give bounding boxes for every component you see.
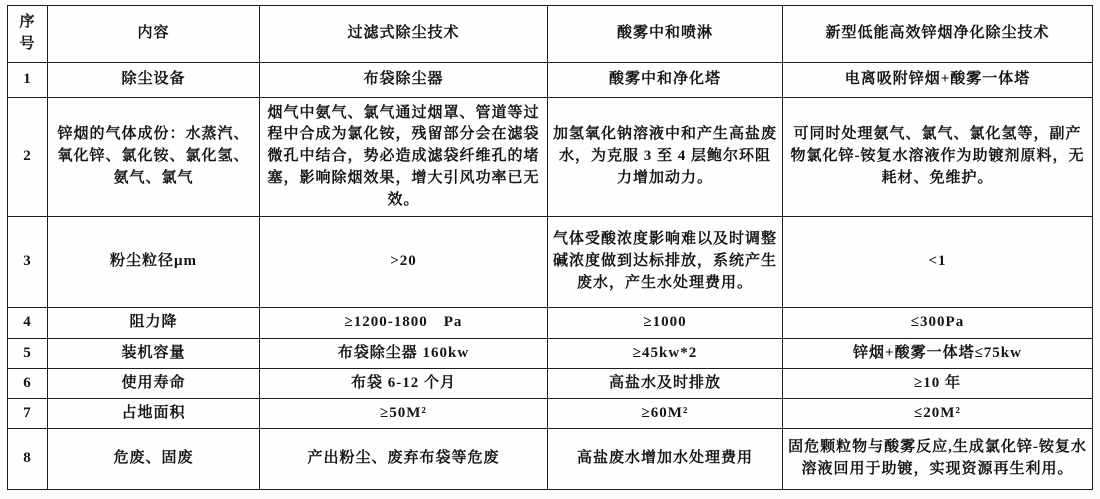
content-cell: 锌烟的气体成份：水蒸汽、氧化锌、氯化铵、氯化氢、氨气、氯气 [48,98,260,217]
row-number-cell: 8 [8,429,48,490]
table-row [8,369,1093,399]
filter-cell: ≥1200-1800 Pa [260,308,548,339]
table-header-row [8,6,1093,63]
new-tech-cell: 电离吸附锌烟+酸雾一体塔 [783,63,1093,98]
new-tech-cell: <1 [783,217,1093,308]
acid-cell: 加氢氧化钠溶液中和产生高盐废水，为克服 3 至 4 层鲍尔环阻力增加动力。 [548,98,783,217]
table-row [8,429,1093,490]
table-row [8,308,1093,339]
new-tech-cell: ≤300Pa [783,308,1093,339]
content-cell: 装机容量 [48,339,260,369]
content-cell: 阻力降 [48,308,260,339]
acid-cell: ≥45kw*2 [548,339,783,369]
table-row [8,63,1093,98]
content-cell: 使用寿命 [48,369,260,399]
header-filter-tech: 过滤式除尘技术 [260,6,548,63]
filter-cell: ≥50M² [260,399,548,429]
table-row [8,339,1093,369]
acid-cell: ≥1000 [548,308,783,339]
new-tech-cell: 固危颗粒物与酸雾反应,生成氯化锌-铵复水溶液回用于助镀，实现资源再生利用。 [783,429,1093,490]
row-number-cell: 3 [8,217,48,308]
header-acid-spray: 酸雾中和喷淋 [548,6,783,63]
row-number-cell: 4 [8,308,48,339]
filter-cell: 布袋 6-12 个月 [260,369,548,399]
acid-cell: 高盐水及时排放 [548,369,783,399]
table-row [8,217,1093,308]
content-cell: 粉尘粒径μm [48,217,260,308]
table-row [8,98,1093,217]
dust-removal-comparison-table [7,5,1093,490]
row-number-cell: 7 [8,399,48,429]
acid-cell: ≥60M² [548,399,783,429]
row-number-cell: 6 [8,369,48,399]
row-number-cell: 2 [8,98,48,217]
header-serial: 序号 [8,6,48,63]
acid-cell: 酸雾中和净化塔 [548,63,783,98]
content-cell: 危废、固废 [48,429,260,490]
filter-cell: 烟气中氨气、氯气通过烟罩、管道等过程中合成为氯化铵，残留部分会在滤袋微孔中结合，势必造成滤袋纤维孔的堵塞，影响除烟效果，增大引风功率已无效。 [260,98,548,217]
row-number-cell: 1 [8,63,48,98]
table-row [8,399,1093,429]
content-cell: 除尘设备 [48,63,260,98]
filter-cell: 布袋除尘器 [260,63,548,98]
new-tech-cell: 可同时处理氨气、氯气、氯化氢等，副产物氯化锌-铵复水溶液作为助镀剂原料，无耗材、免维护。 [783,98,1093,217]
filter-cell: 布袋除尘器 160kw [260,339,548,369]
acid-cell: 气体受酸浓度影响难以及时调整碱浓度做到达标排放，系统产生废水，产生水处理费用。 [548,217,783,308]
row-number-cell: 5 [8,339,48,369]
filter-cell: 产出粉尘、废弃布袋等危废 [260,429,548,490]
content-cell: 占地面积 [48,399,260,429]
acid-cell: 高盐废水增加水处理费用 [548,429,783,490]
new-tech-cell: 锌烟+酸雾一体塔≤75kw [783,339,1093,369]
header-content: 内容 [48,6,260,63]
header-new-tech: 新型低能高效锌烟净化除尘技术 [783,6,1093,63]
new-tech-cell: ≥10 年 [783,369,1093,399]
filter-cell: >20 [260,217,548,308]
new-tech-cell: ≤20M² [783,399,1093,429]
